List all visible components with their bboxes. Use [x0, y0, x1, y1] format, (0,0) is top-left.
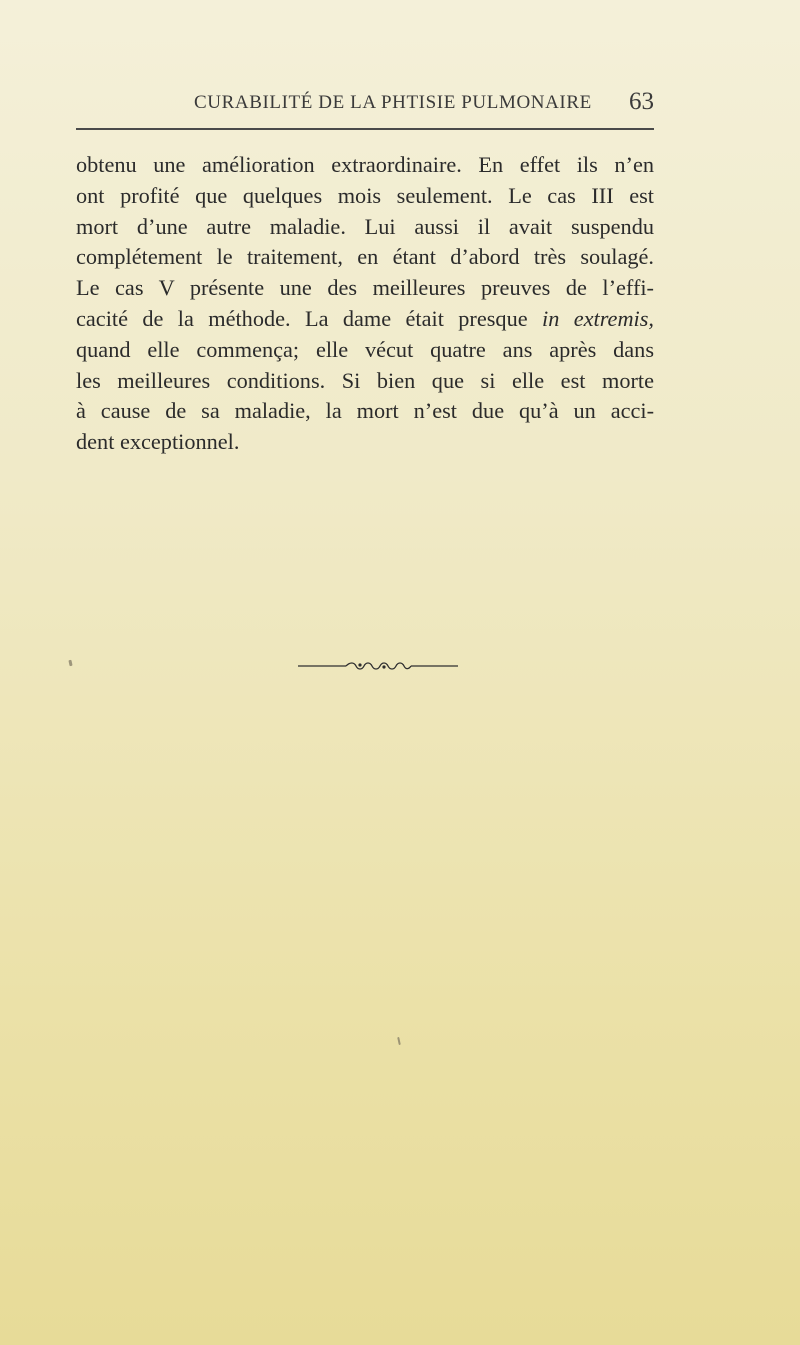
paper-speck — [397, 1037, 401, 1045]
text-line: Le cas V présente une des meilleures preuves de l’effi- — [76, 275, 654, 301]
text-line: mort d’une autre maladie. Lui aussi il avait suspendu — [76, 213, 654, 239]
body-paragraph — [76, 150, 654, 458]
tailpiece-ornament-icon — [298, 659, 458, 673]
running-title: CURABILITÉ DE LA PHTISIE PULMONAIRE — [194, 92, 592, 113]
text-line: quand elle commença; elle vécut quatre ans après dans — [76, 336, 654, 362]
text-line-with-italic — [76, 304, 654, 335]
header-rule — [76, 128, 654, 130]
text-line: dent exceptionnel. — [76, 429, 240, 455]
text-segment: cacité de la méthode. La dame était presque — [76, 305, 542, 331]
italic-phrase: in extremis, — [542, 305, 655, 331]
page-number: 63 — [629, 88, 654, 115]
running-head — [76, 88, 654, 122]
text-line: obtenu une amélioration extraordinaire. En effet ils n’en — [76, 152, 654, 177]
text-line: complétement le traitement, en étant d’abord très soulagé. — [76, 244, 654, 270]
text-line: les meilleures conditions. Si bien que si elle est morte — [76, 367, 654, 393]
text-line: à cause de sa maladie, la mort n’est due qu’à un acci- — [76, 398, 654, 424]
text-line: ont profité que quelques mois seulement. Le cas III est — [76, 182, 654, 208]
paper-speck — [68, 660, 72, 666]
